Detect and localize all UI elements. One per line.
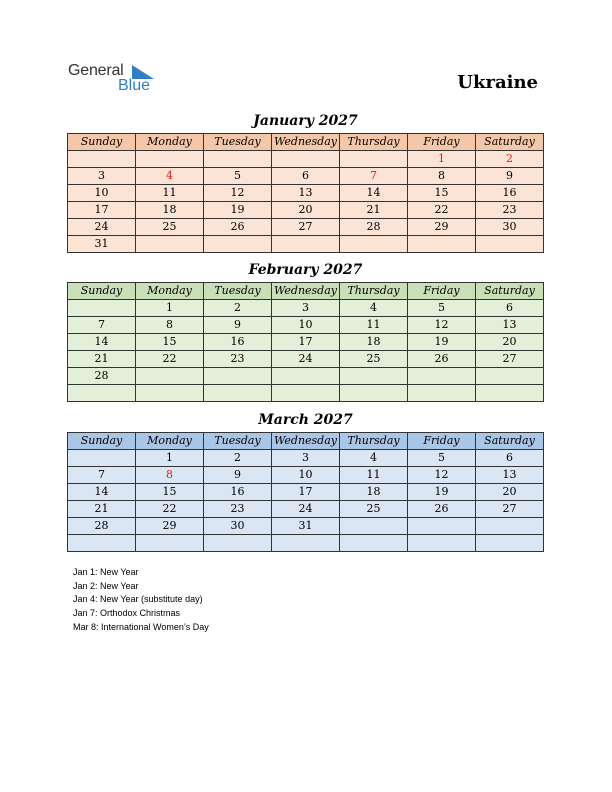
empty-day-cell xyxy=(68,535,136,552)
day-cell: 14 xyxy=(68,334,136,351)
day-cell: 15 xyxy=(136,334,204,351)
week-row xyxy=(68,484,544,501)
day-cell: 8 xyxy=(136,467,204,484)
week-row xyxy=(68,385,544,402)
day-cell: 7 xyxy=(68,317,136,334)
empty-day-cell xyxy=(476,535,544,552)
day-cell: 10 xyxy=(68,185,136,202)
weekday-header: Monday xyxy=(136,283,204,300)
week-row xyxy=(68,202,544,219)
day-cell: 31 xyxy=(68,236,136,253)
day-cell: 23 xyxy=(476,202,544,219)
calendar-february xyxy=(67,282,544,402)
day-cell: 15 xyxy=(136,484,204,501)
day-cell: 5 xyxy=(408,450,476,467)
day-cell: 30 xyxy=(476,219,544,236)
day-cell: 17 xyxy=(272,334,340,351)
day-cell: 21 xyxy=(68,351,136,368)
weekday-header: Sunday xyxy=(68,283,136,300)
weekday-header: Tuesday xyxy=(204,134,272,151)
empty-day-cell xyxy=(408,518,476,535)
empty-day-cell xyxy=(136,535,204,552)
empty-day-cell xyxy=(68,450,136,467)
day-cell: 11 xyxy=(340,317,408,334)
empty-day-cell xyxy=(408,385,476,402)
day-cell: 11 xyxy=(340,467,408,484)
day-cell: 5 xyxy=(408,300,476,317)
weekday-header-row xyxy=(68,134,544,151)
empty-day-cell xyxy=(204,151,272,168)
day-cell: 7 xyxy=(340,168,408,185)
week-row xyxy=(68,334,544,351)
weekday-header: Saturday xyxy=(476,433,544,450)
day-cell: 25 xyxy=(136,219,204,236)
day-cell: 2 xyxy=(476,151,544,168)
day-cell: 1 xyxy=(408,151,476,168)
logo-word-general: General xyxy=(68,62,124,79)
day-cell: 17 xyxy=(272,484,340,501)
day-cell: 14 xyxy=(68,484,136,501)
week-row xyxy=(68,368,544,385)
day-cell: 18 xyxy=(340,334,408,351)
empty-day-cell xyxy=(476,236,544,253)
day-cell: 28 xyxy=(340,219,408,236)
day-cell: 18 xyxy=(340,484,408,501)
empty-day-cell xyxy=(272,151,340,168)
empty-day-cell xyxy=(136,151,204,168)
day-cell: 22 xyxy=(136,351,204,368)
week-row xyxy=(68,351,544,368)
day-cell: 28 xyxy=(68,518,136,535)
day-cell: 16 xyxy=(476,185,544,202)
empty-day-cell xyxy=(204,385,272,402)
weekday-header: Friday xyxy=(408,433,476,450)
empty-day-cell xyxy=(408,236,476,253)
day-cell: 24 xyxy=(272,501,340,518)
day-cell: 23 xyxy=(204,351,272,368)
day-cell: 9 xyxy=(204,467,272,484)
empty-day-cell xyxy=(476,385,544,402)
weekday-header: Sunday xyxy=(68,433,136,450)
week-row xyxy=(68,300,544,317)
day-cell: 13 xyxy=(476,467,544,484)
week-row xyxy=(68,317,544,334)
day-cell: 24 xyxy=(68,219,136,236)
day-cell: 6 xyxy=(272,168,340,185)
empty-day-cell xyxy=(340,385,408,402)
weekday-header: Monday xyxy=(136,433,204,450)
day-cell: 18 xyxy=(136,202,204,219)
empty-day-cell xyxy=(272,385,340,402)
day-cell: 16 xyxy=(204,484,272,501)
month-title-march: March 2027 xyxy=(258,412,353,428)
weekday-header: Wednesday xyxy=(272,134,340,151)
calendar-march xyxy=(67,432,544,552)
day-cell: 26 xyxy=(408,501,476,518)
holiday-note: Jan 2: New Year xyxy=(73,580,139,591)
weekday-header: Wednesday xyxy=(272,283,340,300)
holiday-note: Jan 1: New Year xyxy=(73,567,139,577)
day-cell: 29 xyxy=(136,518,204,535)
week-row xyxy=(68,151,544,168)
day-cell: 10 xyxy=(272,317,340,334)
day-cell: 27 xyxy=(476,501,544,518)
day-cell: 3 xyxy=(68,168,136,185)
day-cell: 4 xyxy=(340,450,408,467)
day-cell: 26 xyxy=(204,219,272,236)
weekday-header-row xyxy=(68,433,544,450)
week-row xyxy=(68,185,544,202)
day-cell: 9 xyxy=(476,168,544,185)
week-row xyxy=(68,518,544,535)
empty-day-cell xyxy=(272,535,340,552)
day-cell: 14 xyxy=(340,185,408,202)
empty-day-cell xyxy=(204,535,272,552)
empty-day-cell xyxy=(68,151,136,168)
day-cell: 22 xyxy=(136,501,204,518)
day-cell: 7 xyxy=(68,467,136,484)
week-row xyxy=(68,236,544,253)
empty-day-cell xyxy=(136,236,204,253)
day-cell: 3 xyxy=(272,300,340,317)
day-cell: 30 xyxy=(204,518,272,535)
day-cell: 26 xyxy=(408,351,476,368)
empty-day-cell xyxy=(340,236,408,253)
day-cell: 12 xyxy=(408,317,476,334)
empty-day-cell xyxy=(340,518,408,535)
day-cell: 12 xyxy=(408,467,476,484)
weekday-header-row xyxy=(68,283,544,300)
day-cell: 29 xyxy=(408,219,476,236)
month-title-february: February 2027 xyxy=(248,262,363,278)
week-row xyxy=(68,501,544,518)
empty-day-cell xyxy=(68,385,136,402)
day-cell: 21 xyxy=(340,202,408,219)
day-cell: 8 xyxy=(408,168,476,185)
day-cell: 27 xyxy=(476,351,544,368)
day-cell: 3 xyxy=(272,450,340,467)
day-cell: 19 xyxy=(408,334,476,351)
week-row xyxy=(68,535,544,552)
weekday-header: Friday xyxy=(408,134,476,151)
weekday-header: Tuesday xyxy=(204,283,272,300)
empty-day-cell xyxy=(476,368,544,385)
empty-day-cell xyxy=(340,368,408,385)
empty-day-cell xyxy=(340,151,408,168)
day-cell: 19 xyxy=(204,202,272,219)
weekday-header: Saturday xyxy=(476,134,544,151)
weekday-header: Saturday xyxy=(476,283,544,300)
empty-day-cell xyxy=(340,535,408,552)
holiday-note: Jan 7: Orthodox Christmas xyxy=(73,608,181,619)
weekday-header: Sunday xyxy=(68,134,136,151)
day-cell: 11 xyxy=(136,185,204,202)
weekday-header: Thursday xyxy=(340,283,408,300)
day-cell: 5 xyxy=(204,168,272,185)
week-row xyxy=(68,450,544,467)
weekday-header: Thursday xyxy=(340,134,408,151)
day-cell: 13 xyxy=(476,317,544,334)
country-title: Ukraine xyxy=(457,72,538,93)
week-row xyxy=(68,219,544,236)
day-cell: 2 xyxy=(204,450,272,467)
day-cell: 24 xyxy=(272,351,340,368)
day-cell: 31 xyxy=(272,518,340,535)
day-cell: 20 xyxy=(476,334,544,351)
day-cell: 1 xyxy=(136,450,204,467)
weekday-header: Friday xyxy=(408,283,476,300)
day-cell: 4 xyxy=(340,300,408,317)
day-cell: 23 xyxy=(204,501,272,518)
holiday-notes xyxy=(73,566,209,635)
month-title-january: January 2027 xyxy=(253,113,358,129)
day-cell: 6 xyxy=(476,450,544,467)
day-cell: 2 xyxy=(204,300,272,317)
day-cell: 13 xyxy=(272,185,340,202)
generalblue-logo xyxy=(68,62,158,96)
weekday-header: Tuesday xyxy=(204,433,272,450)
day-cell: 10 xyxy=(272,467,340,484)
empty-day-cell xyxy=(408,535,476,552)
day-cell: 21 xyxy=(68,501,136,518)
day-cell: 4 xyxy=(136,168,204,185)
weekday-header: Wednesday xyxy=(272,433,340,450)
empty-day-cell xyxy=(136,385,204,402)
day-cell: 25 xyxy=(340,501,408,518)
empty-day-cell xyxy=(272,236,340,253)
day-cell: 1 xyxy=(136,300,204,317)
day-cell: 6 xyxy=(476,300,544,317)
logo-word-blue: Blue xyxy=(118,77,151,94)
day-cell: 16 xyxy=(204,334,272,351)
empty-day-cell xyxy=(408,368,476,385)
empty-day-cell xyxy=(204,368,272,385)
holiday-note: Jan 4: New Year (substitute day) xyxy=(73,594,203,605)
empty-day-cell xyxy=(272,368,340,385)
day-cell: 15 xyxy=(408,185,476,202)
day-cell: 12 xyxy=(204,185,272,202)
day-cell: 19 xyxy=(408,484,476,501)
day-cell: 17 xyxy=(68,202,136,219)
day-cell: 9 xyxy=(204,317,272,334)
weekday-header: Thursday xyxy=(340,433,408,450)
calendar-january xyxy=(67,133,544,253)
week-row xyxy=(68,467,544,484)
day-cell: 20 xyxy=(272,202,340,219)
holiday-note: Mar 8: International Women’s Day xyxy=(73,621,209,632)
day-cell: 28 xyxy=(68,368,136,385)
day-cell: 22 xyxy=(408,202,476,219)
day-cell: 20 xyxy=(476,484,544,501)
weekday-header: Monday xyxy=(136,134,204,151)
empty-day-cell xyxy=(476,518,544,535)
empty-day-cell xyxy=(68,300,136,317)
empty-day-cell xyxy=(136,368,204,385)
empty-day-cell xyxy=(204,236,272,253)
week-row xyxy=(68,168,544,185)
day-cell: 27 xyxy=(272,219,340,236)
day-cell: 8 xyxy=(136,317,204,334)
day-cell: 25 xyxy=(340,351,408,368)
